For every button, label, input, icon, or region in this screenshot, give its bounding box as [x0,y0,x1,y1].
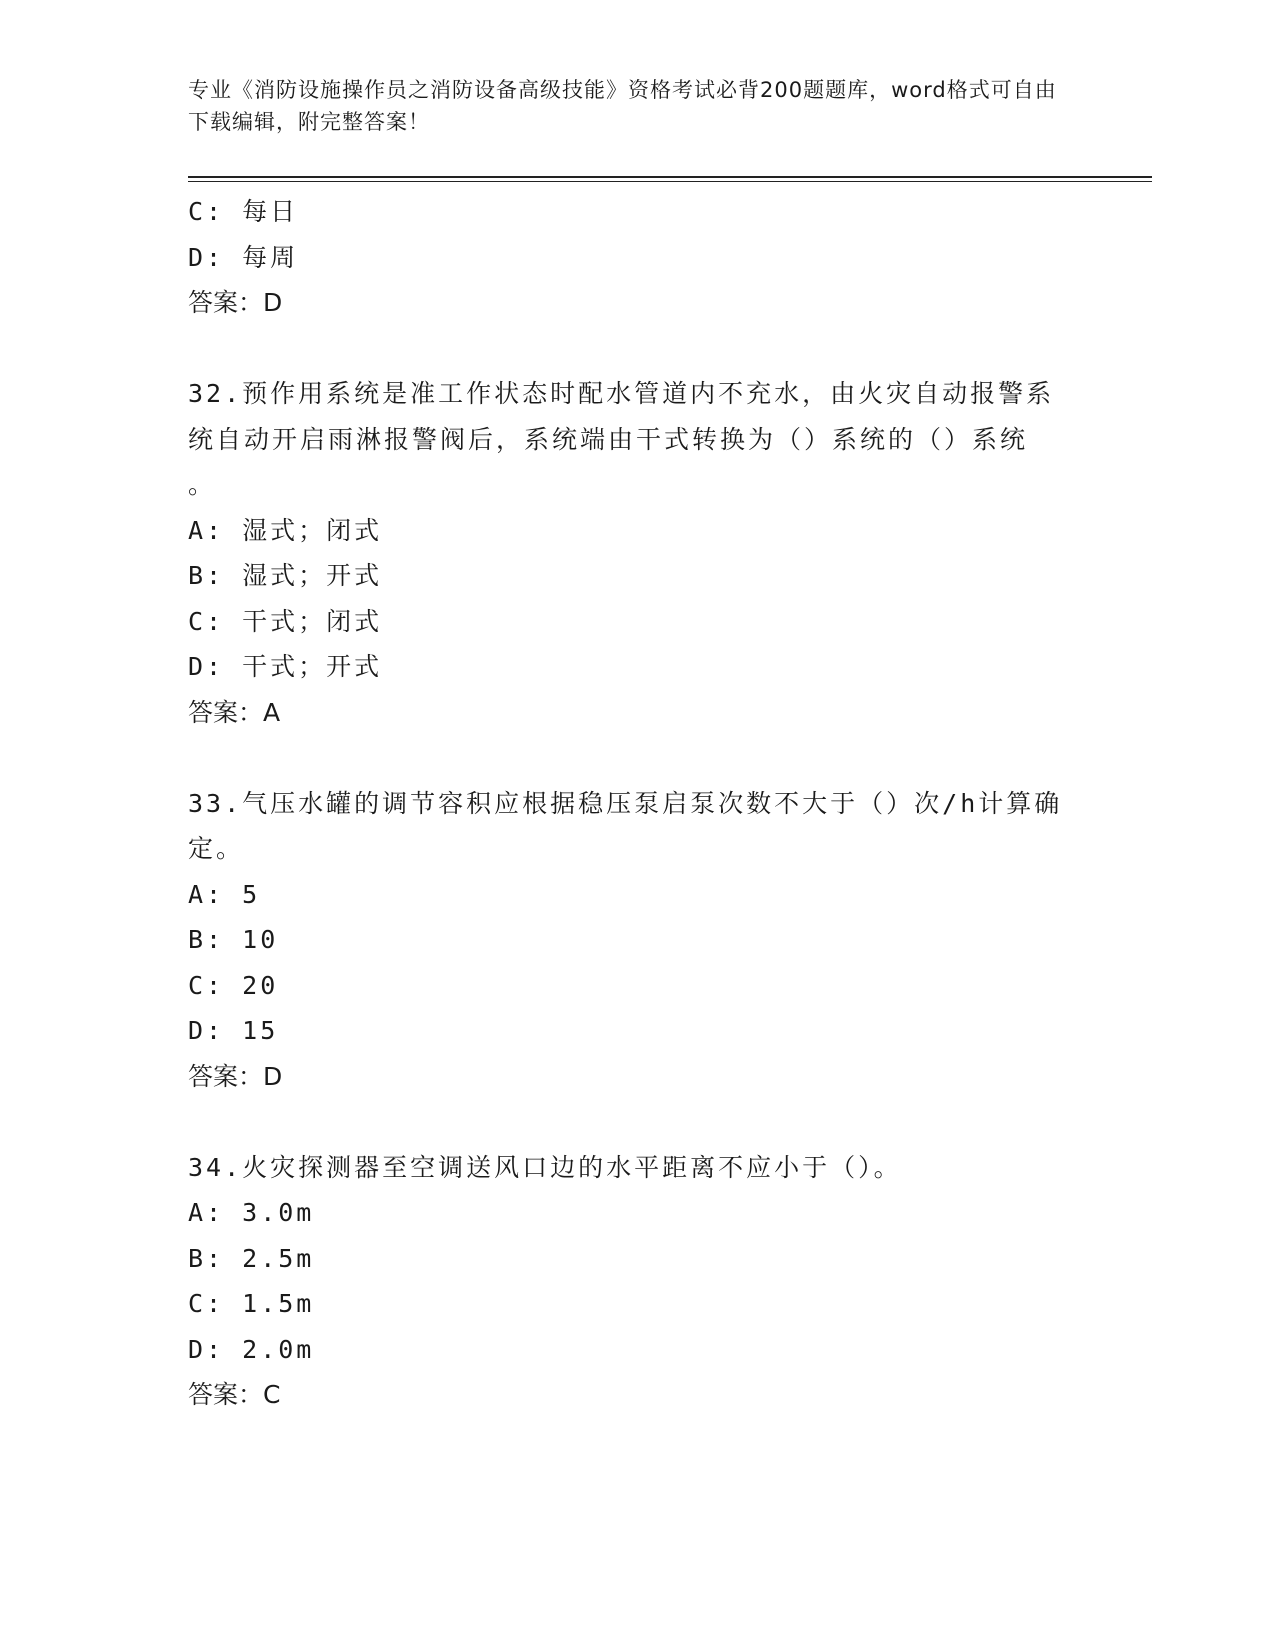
question-stem-line: 32.预作用系统是准工作状态时配水管道内不充水，由火灾自动报警系 [188,379,1055,408]
option-line: B: 湿式；开式 [188,561,383,590]
option-line: D: 15 [188,1016,279,1045]
option-line: D: 干式；开式 [188,652,383,681]
spacer [188,326,1088,372]
header-rule-thick [188,176,1152,178]
option-line: A: 3.0m [188,1198,315,1227]
question-stem-line: 统自动开启雨淋报警阀后，系统端由干式转换为（）系统的（）系统 [188,424,1029,454]
document-header: 专业《消防设施操作员之消防设备高级技能》资格考试必背200题题库，word格式可自由下载编辑，附完整答案！ [188,78,1057,134]
answer-line: 答案：A [188,697,281,727]
answer-line: 答案：D [188,1061,283,1091]
spacer [188,735,1088,781]
option-line: D: 每周 [188,242,299,272]
option-line: C: 1.5m [188,1289,315,1318]
option-line: B: 10 [188,925,279,954]
header-rule-thin [188,181,1152,182]
option-line: C: 20 [188,970,279,1000]
question-stem-line: 33.气压水罐的调节容积应根据稳压泵启泵次数不大于（）次/h计算确 [188,788,1063,818]
question-stem-line: 。 [188,470,217,499]
answer-line: 答案：C [188,1380,281,1409]
option-line: A: 湿式；闭式 [188,515,383,545]
question-stem-line: 34.火灾探测器至空调送风口边的水平距离不应小于（）。 [188,1152,902,1182]
option-line: C: 干式；闭式 [188,606,383,636]
spacer [188,1099,1088,1145]
option-line: B: 2.5m [188,1243,315,1273]
option-line: C: 每日 [188,197,299,226]
question-stem-line: 定。 [188,834,245,863]
option-line: D: 2.0m [188,1334,315,1364]
question-content [188,189,1088,1418]
option-line: A: 5 [188,879,261,909]
answer-line: 答案：D [188,288,283,317]
